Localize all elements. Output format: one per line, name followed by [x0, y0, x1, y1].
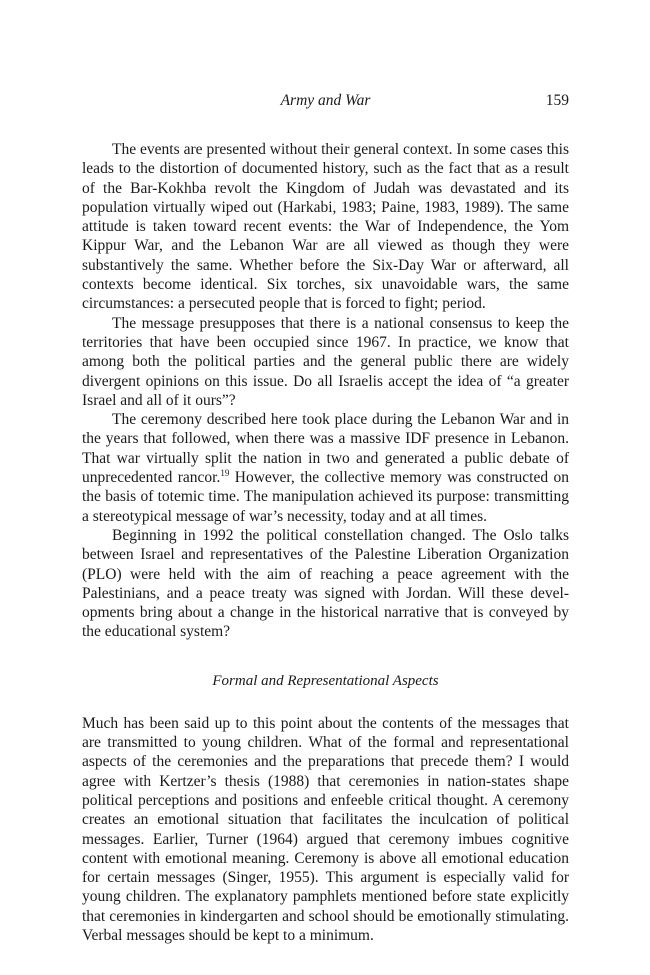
paragraph-text: However, the collective memory was constructed on the basis of totemic time. The manipulation achieved its purpose: transmitting a stereotypical message of war’s necessity, today and at all times.	[82, 469, 569, 525]
running-head	[82, 92, 569, 114]
paragraph: The events are presented without their general context. In some cases this leads to the distortion of documented history, such as the fact that as a result of the Bar-Kokhba revolt the Kingdom of Judah was devastated and its population virtually wiped out (Harkabi, 1983; Paine, 1983, 1989). The same attitude is taken toward recent events: the War of Independence, the Yom Kippur War, and the Lebanon War are all viewed as though they were substantively the same. Whether before the Six-Day War or afterward, all contexts become identical. Six torches, six unavoidable wars, the same circumstances: a persecuted people that is forced to fight; period.	[82, 141, 569, 313]
paragraph: Beginning in 1992 the political constellation changed. The Oslo talks between Israel and representatives of the Palestine Liberation Organization (PLO) were held with the aim of reaching a peace agreement with the Palestinians, and a peace treaty was signed with Jordan. Will these developments bring about a change in the historical narrative that is conveyed by the educational system?	[82, 526, 569, 641]
paragraph: The message presupposes that there is a national consensus to keep the territories that have been occupied since 1967. In practice, we know that among both the political parties and the general public there are widely divergent opinions on this issue. Do all Israelis accept the idea of “a greater Israel and all of it ours”?	[82, 314, 569, 409]
body-text	[82, 140, 569, 945]
paragraph-with-note	[82, 410, 569, 526]
running-title: Army and War	[280, 92, 371, 109]
section-heading: Formal and Representational Aspects	[212, 672, 439, 689]
paragraph: Much has been said up to this point about the contents of the messages that are transmitted to young children. What of the formal and representational aspects of the ceremonies and the preparations that precede them? I would agree with Kertzer’s thesis (1988) that ceremonies in nation-states shape political perceptions and positions and enfeeble critical thought. A ceremony creates an emotional situation that facilitates the inculcation of political messages. Earlier, Turner (1964) argued that ceremony imbues cognitive content with emotional meaning. Ceremony is above all emotional education for certain messages (Singer, 1955). This argument is especially valid for young children. The explanatory pamphlets mentioned before state explicitly that ceremonies in kindergarten and school should be emotionally stimulating. Verbal messages should be kept to a minimum.	[82, 714, 569, 944]
paragraph-text: The ceremony described here took place during the Lebanon War and in the years that followed, when there was a massive IDF presence in Lebanon. That war virtually split the nation in two and generated a public debate of unprecedented rancor.	[82, 411, 569, 487]
footnote-marker: 19	[220, 467, 230, 478]
page-number: 159	[545, 92, 569, 109]
